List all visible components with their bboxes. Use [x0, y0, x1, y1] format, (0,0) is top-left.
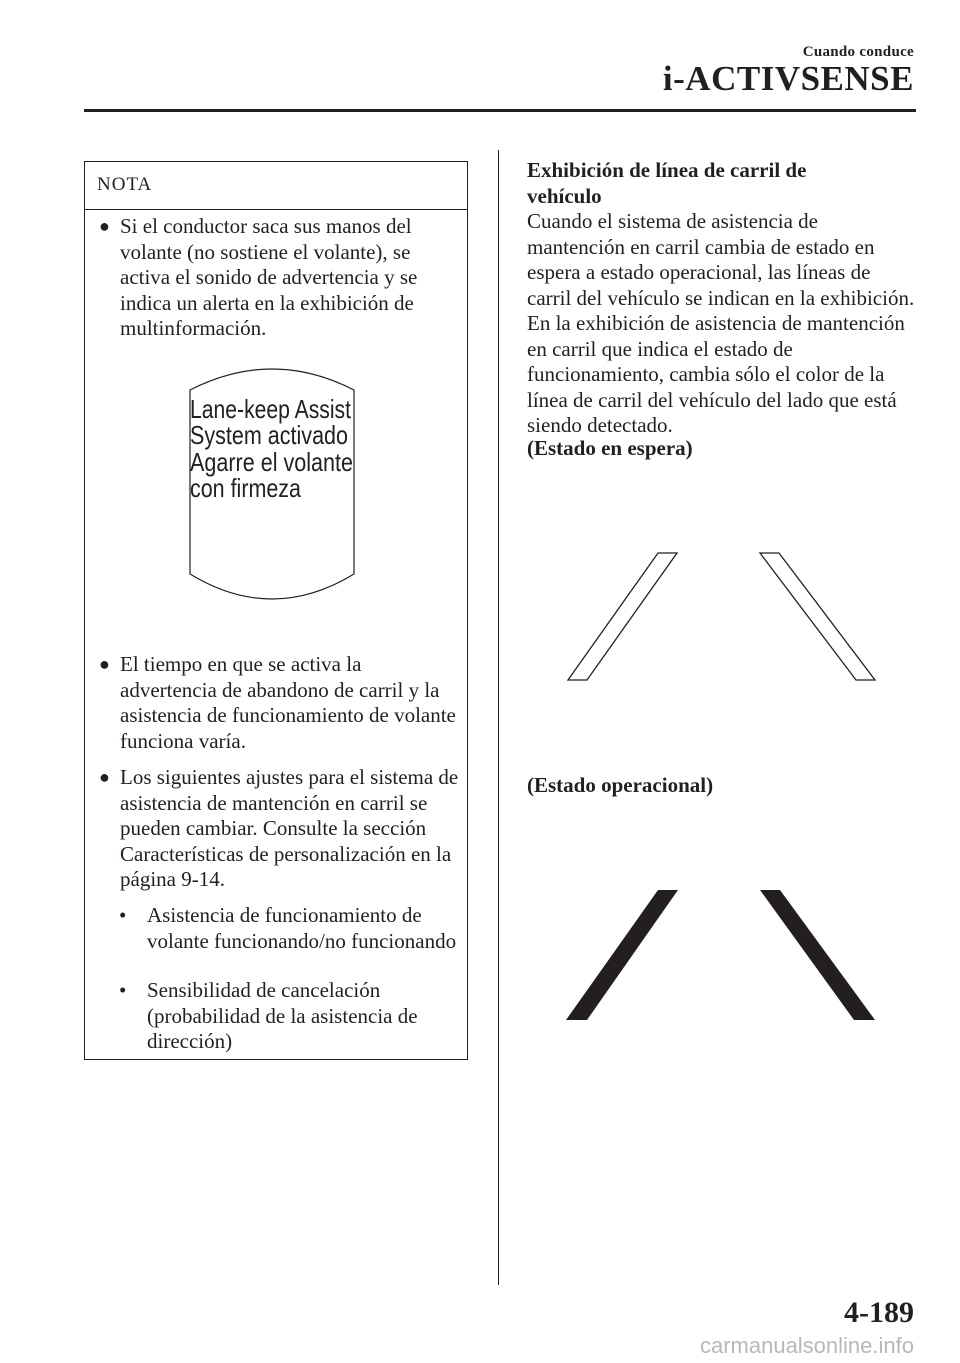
nota-bullet-2 [99, 652, 461, 754]
nota-bullet-1 [99, 214, 461, 342]
page-number: 4-189 [844, 1296, 914, 1329]
lane-line-display-heading [527, 158, 917, 209]
sub-bullet-dot-icon: • [119, 978, 127, 1002]
bullet-dot-icon: ● [99, 216, 110, 236]
header-chapter-title: i-ACTIVSENSE [662, 59, 914, 98]
nota-sub-bullet-1-text: Asistencia de funcionamiento de volante funcionando/no funcionando [147, 903, 457, 953]
standby-state-label: (Estado en espera) [527, 436, 693, 460]
nota-title-rule [85, 209, 467, 210]
header-section-label: Cuando conduce [802, 44, 914, 60]
nota-title: NOTA [97, 174, 153, 195]
operational-lane-lines-illustration [560, 885, 890, 1025]
display-message-line-4: con firmeza [190, 473, 302, 503]
operational-right-lane-line [760, 890, 875, 1020]
display-message-line-1: Lane-keep Assist [190, 394, 352, 424]
heading-line-2: vehículo [527, 183, 602, 208]
display-message-line-2: System activado [190, 420, 348, 450]
watermark-text: carmanualsonline.info [699, 1333, 914, 1358]
column-divider [498, 150, 499, 1285]
standby-lane-lines-illustration [560, 548, 890, 688]
nota-bullet-3 [99, 765, 461, 893]
nota-bullet-3-text: Los siguientes ajustes para el sistema de asistencia de mantención en carril se pueden cambiar. Consulte la sección Características de personalización en la página 9-14. [120, 765, 459, 891]
nota-bullet-2-text: El tiempo en que se activa la advertencia de abandono de carril y la asistencia de funcionamiento de volante funciona varía. [120, 652, 456, 753]
standby-left-lane-line [568, 553, 677, 680]
bullet-dot-icon: ● [99, 767, 110, 787]
display-message-line-3: Agarre el volante [190, 447, 353, 477]
nota-sub-bullet-2-text: Sensibilidad de cancelación (probabilidad de la asistencia de dirección) [147, 978, 418, 1053]
nota-sub-bullet-1 [119, 903, 459, 954]
nota-box [84, 161, 468, 1060]
header-rule [84, 109, 916, 112]
lane-line-display-body: Cuando el sistema de asistencia de mantención en carril cambia de estado en espera a estado operacional, las líneas de carril del vehículo se indican en la exhibición. En la exhibición de asistencia de mantención en carril que indica el estado de funcionamiento, cambia sólo el color de la línea de carril del vehículo del lado que está siendo detectado. [527, 209, 915, 437]
standby-right-lane-line [760, 553, 875, 680]
right-column [527, 158, 917, 439]
nota-bullet-1-text: Si el conductor saca sus manos del volante (no sostiene el volante), se activa el sonido de advertencia y se indica un alerta en la exhibición de multinformación. [120, 214, 418, 340]
operational-state-label: (Estado operacional) [527, 773, 714, 797]
operational-left-lane-line [566, 890, 678, 1020]
heading-line-1: Exhibición de línea de carril de [527, 158, 807, 182]
multi-information-display-illustration [182, 362, 362, 632]
nota-sub-bullet-2 [119, 978, 459, 1055]
bullet-dot-icon: ● [99, 654, 110, 674]
sub-bullet-dot-icon: • [119, 903, 127, 927]
